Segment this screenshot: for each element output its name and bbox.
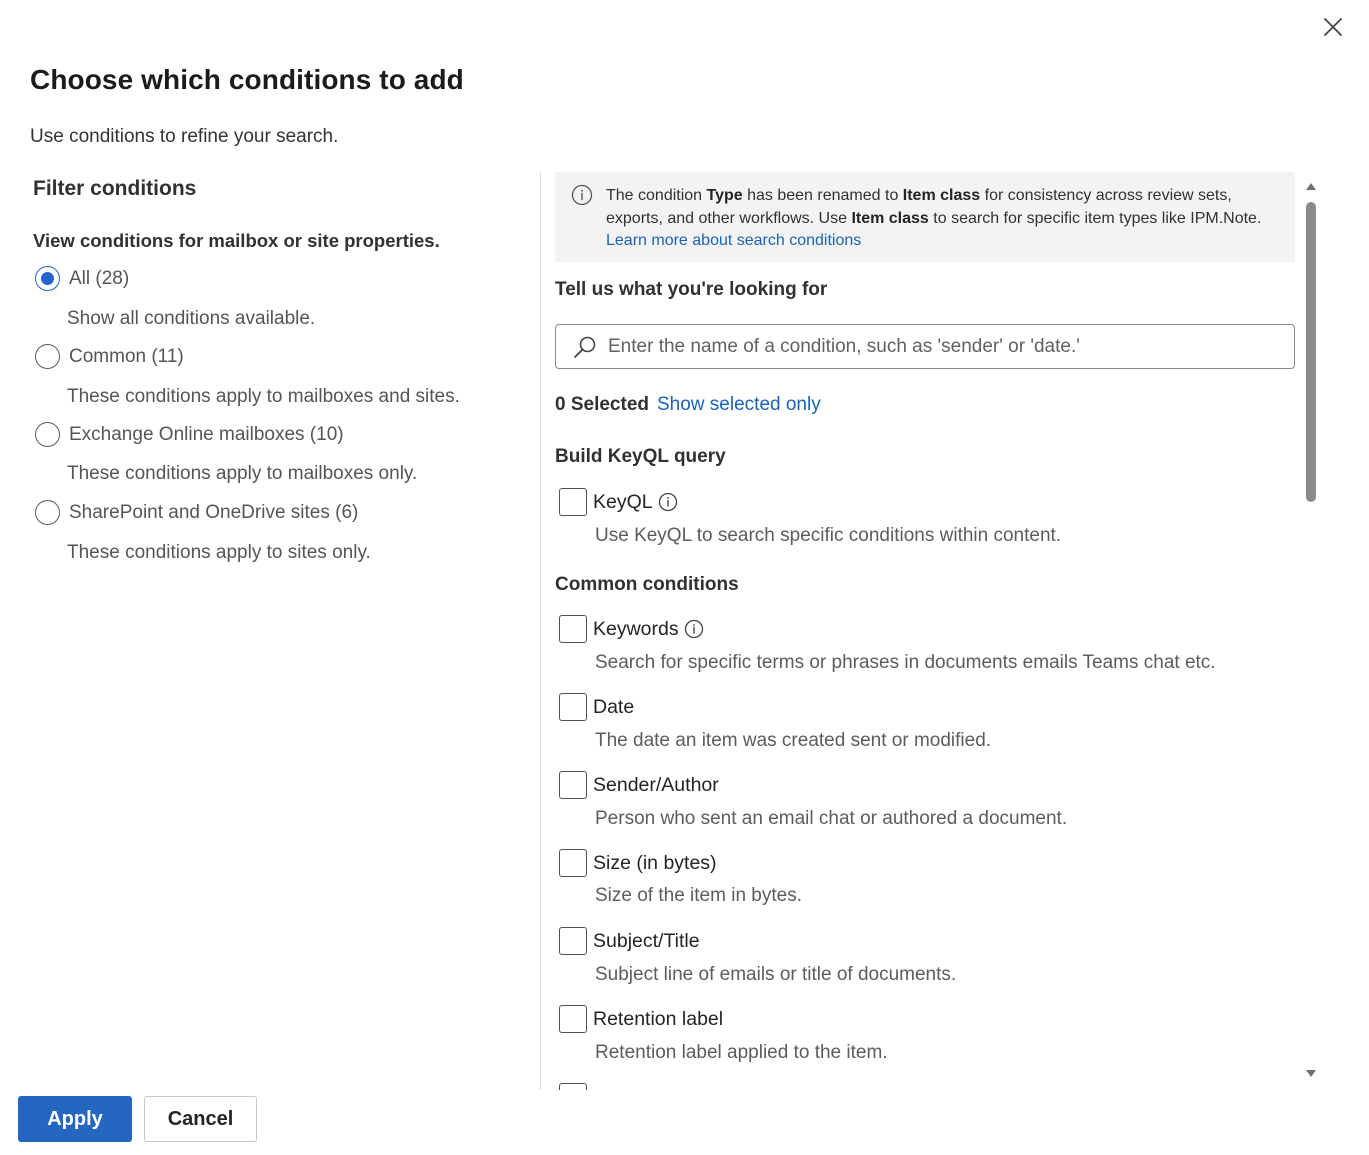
view-conditions-label: View conditions for mailbox or site properties.	[33, 230, 440, 251]
condition-description: Retention label applied to the item.	[595, 1042, 888, 1063]
radio-description: These conditions apply to mailboxes and sites.	[67, 386, 460, 407]
dialog-title: Choose which conditions to add	[30, 64, 464, 95]
radio-label: Common (11)	[69, 345, 184, 367]
condition-keyql[interactable]	[559, 488, 678, 516]
condition-retention-label[interactable]	[559, 1005, 723, 1033]
checkbox[interactable]	[559, 771, 587, 799]
condition-description: Size of the item in bytes.	[595, 885, 802, 906]
condition-description: Subject line of emails or title of documents.	[595, 964, 957, 985]
radio-button[interactable]	[35, 500, 60, 525]
radio-common[interactable]	[35, 344, 184, 369]
condition-description: The date an item was created sent or modified.	[595, 730, 992, 751]
radio-button[interactable]	[35, 422, 60, 447]
info-icon[interactable]	[658, 492, 678, 512]
checkbox[interactable]	[559, 693, 587, 721]
filter-conditions-heading: Filter conditions	[33, 177, 197, 200]
radio-label: All (28)	[69, 267, 130, 289]
info-icon	[571, 184, 593, 206]
radio-description: These conditions apply to sites only.	[67, 542, 371, 563]
condition-label: KeyQL	[593, 490, 653, 513]
radio-sharepoint-onedrive[interactable]	[35, 500, 358, 525]
condition-description: Search for specific terms or phrases in documents emails Teams chat etc.	[595, 652, 1216, 673]
radio-description: Show all conditions available.	[67, 308, 316, 329]
dialog-subtitle: Use conditions to refine your search.	[30, 126, 339, 147]
apply-button[interactable]: Apply	[18, 1096, 132, 1142]
info-message: The condition Type has been renamed to Item class for consistency across review sets, exports, and other workflows. Use Item class to search for specific item types like IPM.Note. Learn more about search conditions	[606, 187, 1262, 249]
condition-next-partial[interactable]	[559, 1083, 587, 1090]
radio-description: These conditions apply to mailboxes only.	[67, 463, 418, 484]
condition-label: Size (in bytes)	[593, 851, 717, 874]
checkbox[interactable]	[559, 1005, 587, 1033]
condition-description: Person who sent an email chat or authored a document.	[595, 808, 1068, 829]
scroll-down-arrow-icon[interactable]	[1305, 1068, 1317, 1080]
scroll-up-arrow-icon[interactable]	[1305, 180, 1317, 192]
search-input[interactable]	[608, 336, 1268, 358]
info-banner	[555, 172, 1295, 262]
info-icon[interactable]	[684, 619, 704, 639]
selection-summary	[555, 394, 821, 416]
search-box[interactable]	[555, 324, 1295, 369]
radio-exchange-online[interactable]	[35, 422, 344, 447]
radio-button[interactable]	[35, 344, 60, 369]
search-label: Tell us what you're looking for	[555, 279, 828, 300]
condition-label: Keywords	[593, 617, 679, 640]
radio-button-checked[interactable]	[35, 266, 60, 291]
search-icon	[572, 334, 598, 360]
panel-divider	[540, 172, 541, 1090]
condition-label: Date	[593, 695, 635, 718]
condition-label: Sender/Author	[593, 773, 719, 796]
close-icon	[1323, 17, 1343, 37]
condition-sender-author[interactable]	[559, 771, 719, 799]
cancel-button[interactable]: Cancel	[144, 1096, 257, 1142]
close-button[interactable]	[1318, 12, 1348, 42]
condition-label: Subject/Title	[593, 929, 700, 952]
learn-more-link[interactable]: Learn more about search conditions	[606, 232, 862, 249]
condition-date[interactable]	[559, 693, 634, 721]
show-selected-only-link[interactable]: Show selected only	[657, 394, 821, 415]
condition-label: Retention label	[593, 1007, 724, 1030]
condition-keywords[interactable]	[559, 615, 704, 643]
radio-label: Exchange Online mailboxes (10)	[69, 423, 344, 445]
checkbox[interactable]	[559, 849, 587, 877]
checkbox[interactable]	[559, 927, 587, 955]
checkbox[interactable]	[559, 488, 587, 516]
keyql-section-title: Build KeyQL query	[555, 446, 726, 467]
condition-description: Use KeyQL to search specific conditions within content.	[595, 525, 1062, 546]
condition-subject-title[interactable]	[559, 927, 700, 955]
common-section-title: Common conditions	[555, 574, 739, 595]
checkbox[interactable]	[559, 615, 587, 643]
radio-label: SharePoint and OneDrive sites (6)	[69, 501, 359, 523]
radio-all[interactable]	[35, 266, 129, 291]
condition-size[interactable]	[559, 849, 717, 877]
selected-count: 0 Selected	[555, 394, 649, 415]
conditions-panel	[555, 172, 1295, 1090]
checkbox[interactable]	[559, 1083, 587, 1090]
scrollbar-thumb[interactable]	[1306, 202, 1316, 502]
